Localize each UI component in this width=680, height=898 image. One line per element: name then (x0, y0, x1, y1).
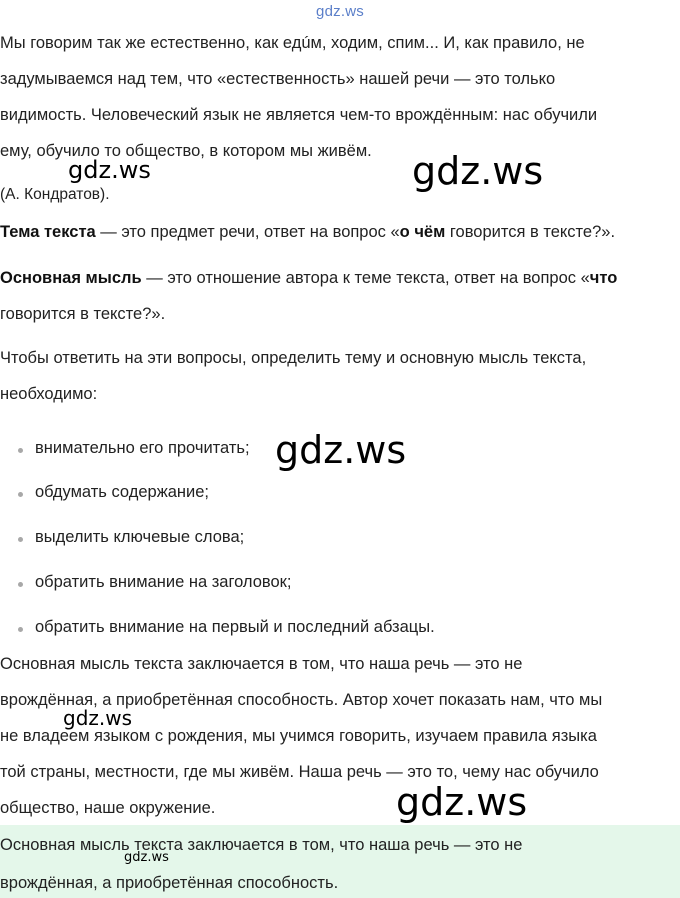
instructions-line: Чтобы ответить на эти вопросы, определить тему и основную мысль текста, (0, 349, 587, 367)
list-item: внимательно его прочитать; (35, 439, 250, 457)
analysis-line: не владеем языком с рождения, мы учимся говорить, изучаем правила языка (0, 727, 597, 745)
answer-line: врождённая, а приобретённая способность. (0, 874, 339, 892)
bullet-icon (18, 448, 23, 453)
quote-line: видимость. Человеческий язык не является чем-то врождённым: нас обучили (0, 106, 598, 124)
theme-definition (0, 223, 615, 242)
bullet-icon (18, 537, 23, 542)
analysis-line: врождённая, а приобретённая способность. Автор хочет показать нам, что мы (0, 691, 603, 709)
watermark: gdz.ws (412, 149, 544, 193)
watermark: gdz.ws (275, 428, 407, 472)
list-item: обдумать содержание; (35, 483, 210, 501)
bullet-icon (18, 492, 23, 497)
theme-text-after: говорится в тексте?». (445, 223, 616, 241)
watermark: gdz.ws (396, 780, 528, 824)
watermark: gdz.ws (63, 706, 133, 730)
main-idea-definition (0, 269, 617, 288)
main-idea-term: Основная мысль (0, 269, 142, 287)
analysis-line: общество, наше окружение. (0, 799, 216, 817)
quote-line: задумываемся над тем, что «естественность» нашей речи — это только (0, 70, 556, 88)
quote-line: Мы говорим так же естественно, как едúм, ходим, спим... И, как правило, не (0, 34, 585, 52)
quote-line: ему, обучило то общество, в котором мы живём. (0, 142, 372, 160)
theme-text-before: — это предмет речи, ответ на вопрос « (95, 223, 400, 241)
main-idea-keyword: что (589, 269, 618, 287)
analysis-line: Основная мысль текста заключается в том, что наша речь — это не (0, 655, 523, 673)
main-idea-line2: говорится в тексте?». (0, 305, 166, 323)
answer-line: Основная мысль текста заключается в том, что наша речь — это не (0, 836, 523, 854)
bullet-icon (18, 627, 23, 632)
watermark: gdz.ws (68, 156, 151, 184)
watermark: gdz.ws (124, 850, 169, 865)
theme-term: Тема текста (0, 223, 96, 241)
quote-author: (А. Кондратов). (0, 186, 110, 203)
instructions-line: необходимо: (0, 385, 98, 403)
theme-keyword: о чём (399, 223, 446, 241)
site-header-link[interactable]: gdz.ws (316, 3, 364, 20)
list-item: обратить внимание на заголовок; (35, 573, 292, 591)
list-item: выделить ключевые слова; (35, 528, 245, 546)
analysis-line: той страны, местности, где мы живём. Наша речь — это то, чему нас обучило (0, 763, 599, 781)
list-item: обратить внимание на первый и последний абзацы. (35, 618, 435, 636)
main-idea-text-before: — это отношение автора к теме текста, ответ на вопрос « (141, 269, 590, 287)
bullet-icon (18, 582, 23, 587)
